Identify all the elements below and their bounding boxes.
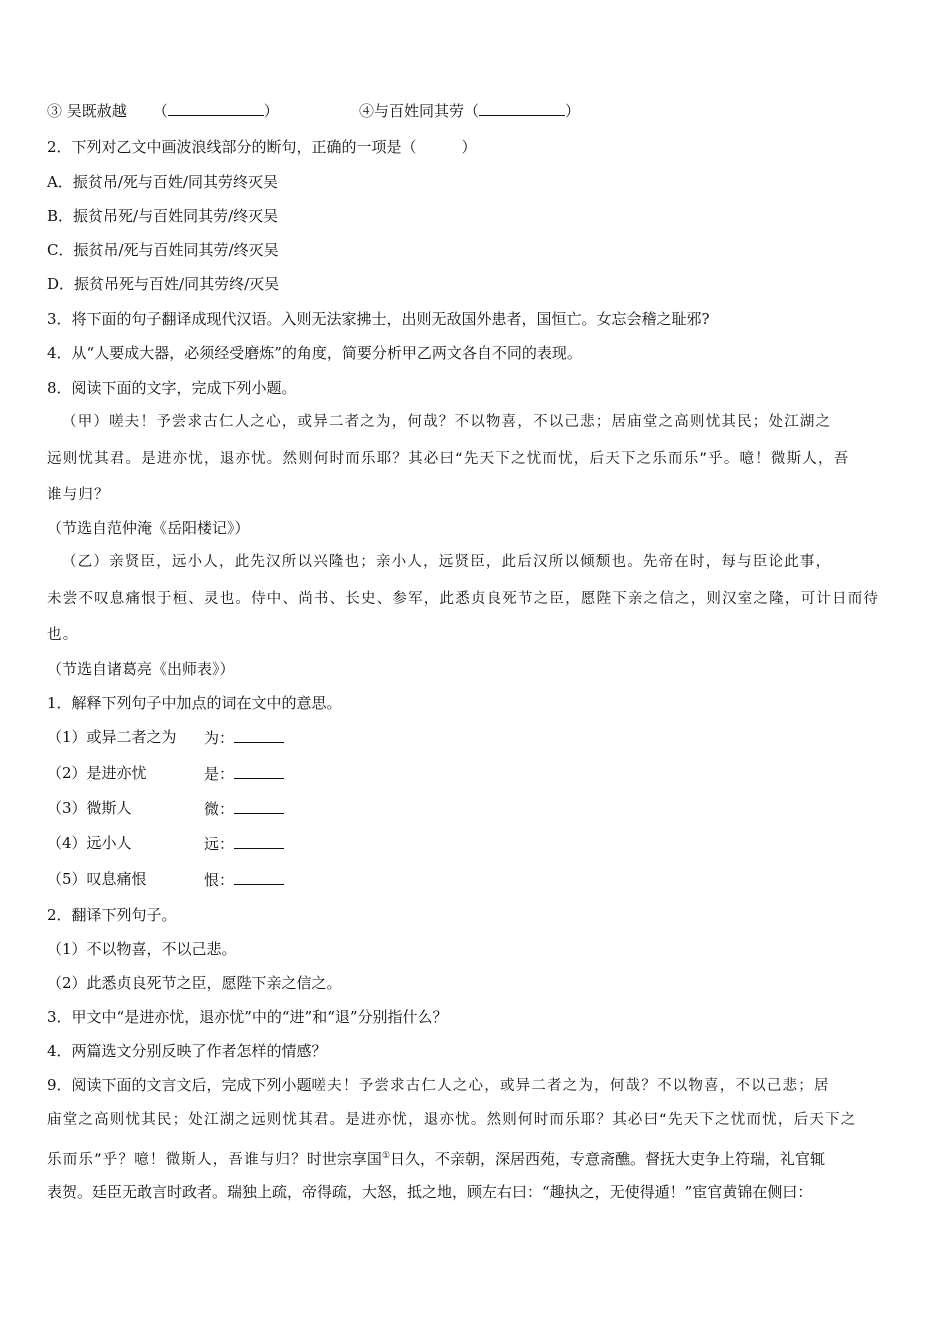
q8-sub2-stem: 2．翻译下列句子。 — [47, 906, 177, 924]
item-sentence: （3）微斯人 — [47, 799, 132, 817]
q9-passage-jia-start: 嗟夫！予尝求古仁人之心，或异二者之为，何哉？不以物喜，不以己悲；居 — [311, 1078, 830, 1094]
q8-sub1-item-2 — [47, 763, 147, 783]
q8-yi-line-2: 未尝不叹息痛恨于桓、灵也。侍中、尚书、长史、参军，此悉贞良死节之臣，愿陛下亲之信之，则汉室之隆，可计日而待 — [47, 591, 880, 607]
q8-sub1-item-1-answer — [204, 728, 284, 748]
q9-passage-jia-end: 乐而乐”乎？噫！微斯人，吾谁与归？ — [47, 1152, 307, 1168]
q8-sub2-item-1: （1）不以物喜，不以己悲。 — [47, 940, 237, 958]
q-prev-item-4 — [359, 101, 580, 121]
q8-jia-line-3: 谁与归？ — [47, 487, 110, 503]
item-word: 微： — [204, 800, 235, 818]
q8-yi-line-3: 也。 — [47, 627, 79, 643]
item-word: 恨： — [204, 871, 235, 889]
item-sentence: （2）是进亦忧 — [47, 764, 147, 782]
q8-header: 8．阅读下面的文字，完成下列小题。 — [47, 379, 297, 397]
q8-sub1-item-5-answer — [204, 870, 284, 890]
item3-answer-blank[interactable]: （ ） — [152, 102, 279, 120]
item4-answer-blank[interactable]: （ ） — [464, 102, 581, 120]
item-word: 远： — [204, 835, 235, 853]
q-prev-item-3 — [47, 101, 279, 121]
q8-jia-line-1: （甲）嗟夫！予尝求古仁人之心，或异二者之为，何哉？不以物喜，不以己悲；居庙堂之高则忧其民；处江湖之 — [62, 414, 832, 430]
item4-text: ④与百姓同其劳 — [359, 102, 465, 120]
q2-option-b[interactable]: B．振贫吊死/与百姓同其劳/终灭吴 — [47, 207, 279, 225]
q2-option-c[interactable]: C．振贫吊/死与百姓同其劳/终灭吴 — [47, 241, 279, 259]
q8-jia-source: （节选自范仲淹《岳阳楼记》） — [47, 519, 250, 537]
q8-yi-source: （节选自诸葛亮《出师表》） — [47, 660, 235, 678]
q9-header: 9．阅读下面的文言文后，完成下列小题 — [47, 1076, 312, 1094]
q8-sub1-item-4-answer — [204, 834, 284, 854]
answer-blank[interactable] — [234, 870, 284, 885]
q8-sub1-stem: 1．解释下列句子中加点的词在文中的意思。 — [47, 694, 342, 712]
item3-text: ③ 吴既赦越 — [47, 102, 127, 120]
q8-sub1-item-4 — [47, 833, 132, 853]
q8-sub1-item-5 — [47, 869, 147, 889]
answer-blank[interactable] — [234, 799, 284, 814]
footnote-marker: ① — [381, 1151, 391, 1161]
q8-sub4: 4．两篇选文分别反映了作者怎样的情感？ — [47, 1042, 327, 1060]
q8-jia-line-2: 远则忧其君。是进亦忧，退亦忧。然则何时而乐耶？其必曰“先天下之忧而忧，后天下之乐而乐”乎。噫！微斯人，吾 — [47, 451, 850, 467]
item-sentence: （5）叹息痛恨 — [47, 870, 147, 888]
q8-sub3: 3．甲文中“是进亦忧，退亦忧”中的“进”和“退”分别指什么？ — [47, 1008, 448, 1026]
q2-option-d[interactable]: D．振贫吊死与百姓/同其劳终/灭吴 — [47, 275, 280, 293]
answer-blank[interactable] — [234, 728, 284, 743]
q4-text: 4．从“人要成大器，必须经受磨炼”的角度，简要分析甲乙两文各自不同的表现。 — [47, 344, 582, 362]
q2-stem: 2．下列对乙文中画波浪线部分的断句，正确的一项是（ ） — [47, 138, 477, 156]
q9-passage-yi-cont: 日久，不亲朝，深居西苑，专意斋醮。督抚大吏争上符瑞，礼官辄 — [390, 1150, 826, 1168]
q8-sub2-item-2: （2）此悉贞良死节之臣，愿陛下亲之信之。 — [47, 974, 342, 992]
item-word: 为： — [204, 729, 235, 747]
q9-line-2: 庙堂之高则忧其民；处江湖之远则忧其君。是进亦忧，退亦忧。然则何时而乐耶？其必曰“先天下之忧而忧，后天下之 — [47, 1112, 857, 1128]
q9-passage-yi-start: 时世宗享国 — [306, 1150, 382, 1168]
q8-sub1-item-3-answer — [204, 799, 284, 819]
item-word: 是： — [204, 765, 235, 783]
answer-blank[interactable] — [234, 764, 284, 779]
q9-line-3 — [47, 1146, 825, 1170]
q8-yi-line-1: （乙）亲贤臣，远小人，此先汉所以兴隆也；亲小人，远贤臣，此后汉所以倾颓也。先帝在时，每与臣论此事， — [62, 554, 832, 570]
q2-option-a[interactable]: A．振贫吊/死与百姓/同其劳终灭吴 — [47, 173, 278, 191]
q8-sub1-item-1 — [47, 727, 177, 747]
q9-line-1 — [47, 1075, 830, 1096]
item-sentence: （1）或异二者之为 — [47, 728, 177, 746]
q3-text: 3．将下面的句子翻译成现代汉语。入则无法家拂士，出则无敌国外患者，国恒亡。女忘会稽之耻邪? — [47, 310, 710, 328]
q8-sub1-item-3 — [47, 798, 132, 818]
q8-sub1-item-2-answer — [204, 764, 284, 784]
item-sentence: （4）远小人 — [47, 834, 132, 852]
answer-blank[interactable] — [234, 834, 284, 849]
q9-line-4: 表贺。廷臣无敢言时政者。瑞独上疏，帝得疏，大怒，抵之地，顾左右曰：“趣执之，无使得遁！”宦官黄锦在侧曰： — [47, 1183, 813, 1201]
